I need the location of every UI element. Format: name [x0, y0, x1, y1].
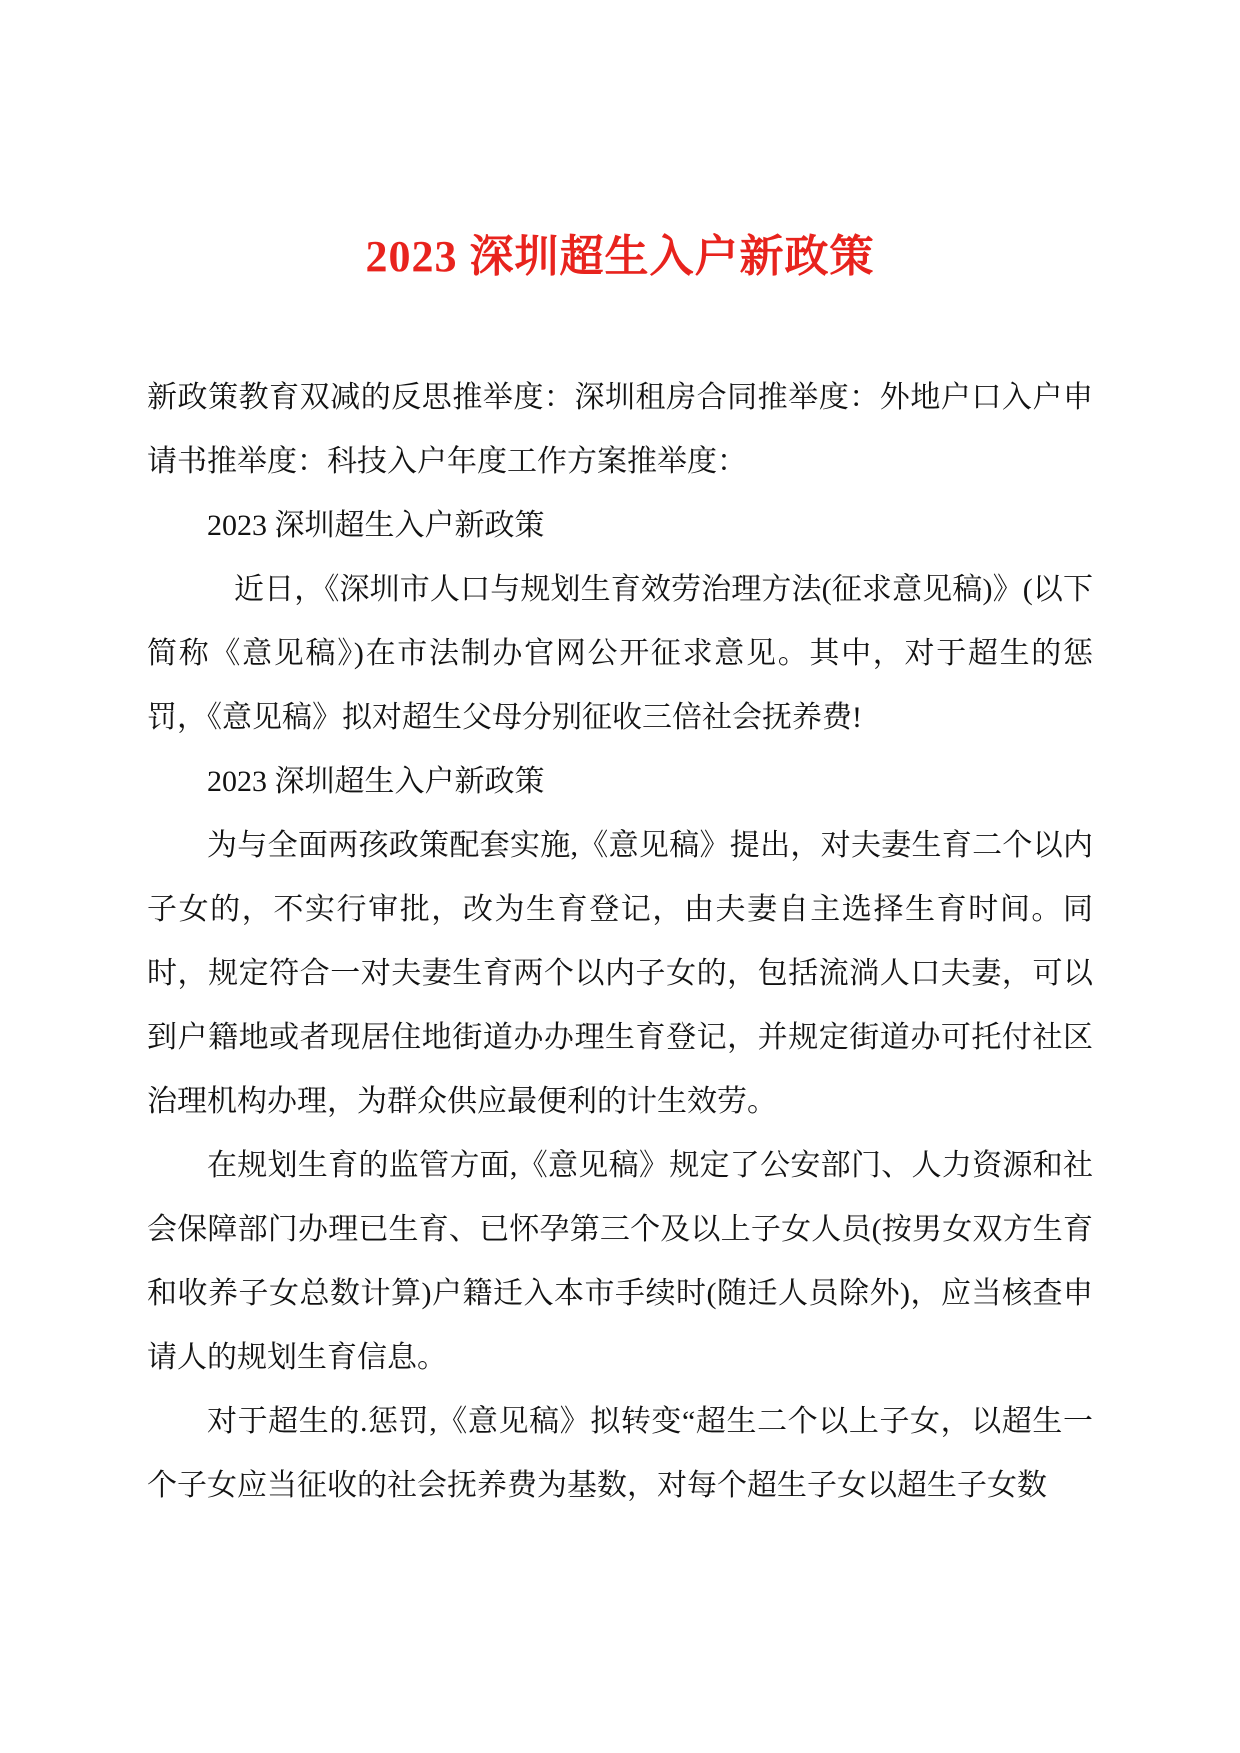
paragraph-related-links: 新政策教育双减的反思推举度：深圳租房合同推举度：外地户口入户申请书推举度：科技入户年度工作方案推举度： — [147, 381, 1093, 478]
document-title: 2023 深圳超生入户新政策 — [365, 232, 875, 281]
subheading-policy-title-2: 2023 深圳超生入户新政策 — [207, 765, 545, 798]
subheading-policy-title-1: 2023 深圳超生入户新政策 — [207, 509, 545, 542]
document-body — [147, 366, 1093, 1518]
paragraph-draft-announcement: 近日，《深圳市人口与规划生育效劳治理方法(征求意见稿)》(以下简称《意见稿》)在市法制办官网公开征求意见。其中，对于超生的惩罚，《意见稿》拟对超生父母分别征收三倍社会抚养费! — [147, 573, 1093, 734]
paragraph-penalty-change: 对于超生的.惩罚,《意见稿》拟转变“超生二个以上子女，以超生一个子女应当征收的社会抚养费为基数，对每个超生子女以超生子女数 — [147, 1405, 1093, 1502]
paragraph-supervision-household: 在规划生育的监管方面,《意见稿》规定了公安部门、人力资源和社会保障部门办理已生育、已怀孕第三个及以上子女人员(按男女双方生育和收养子女总数计算)户籍迁入本市手续时(随迁人员除外)，应当核查申请人的规划生育信息。 — [147, 1149, 1093, 1374]
paragraph-two-child-registration: 为与全面两孩政策配套实施,《意见稿》提出，对夫妻生育二个以内子女的，不实行审批，改为生育登记，由夫妻自主选择生育时间。同时，规定符合一对夫妻生育两个以内子女的，包括流淌人口夫妻，可以到户籍地或者现居住地街道办办理生育登记，并规定街道办可托付社区治理机构办理，为群众供应最便利的计生效劳。 — [147, 829, 1093, 1118]
